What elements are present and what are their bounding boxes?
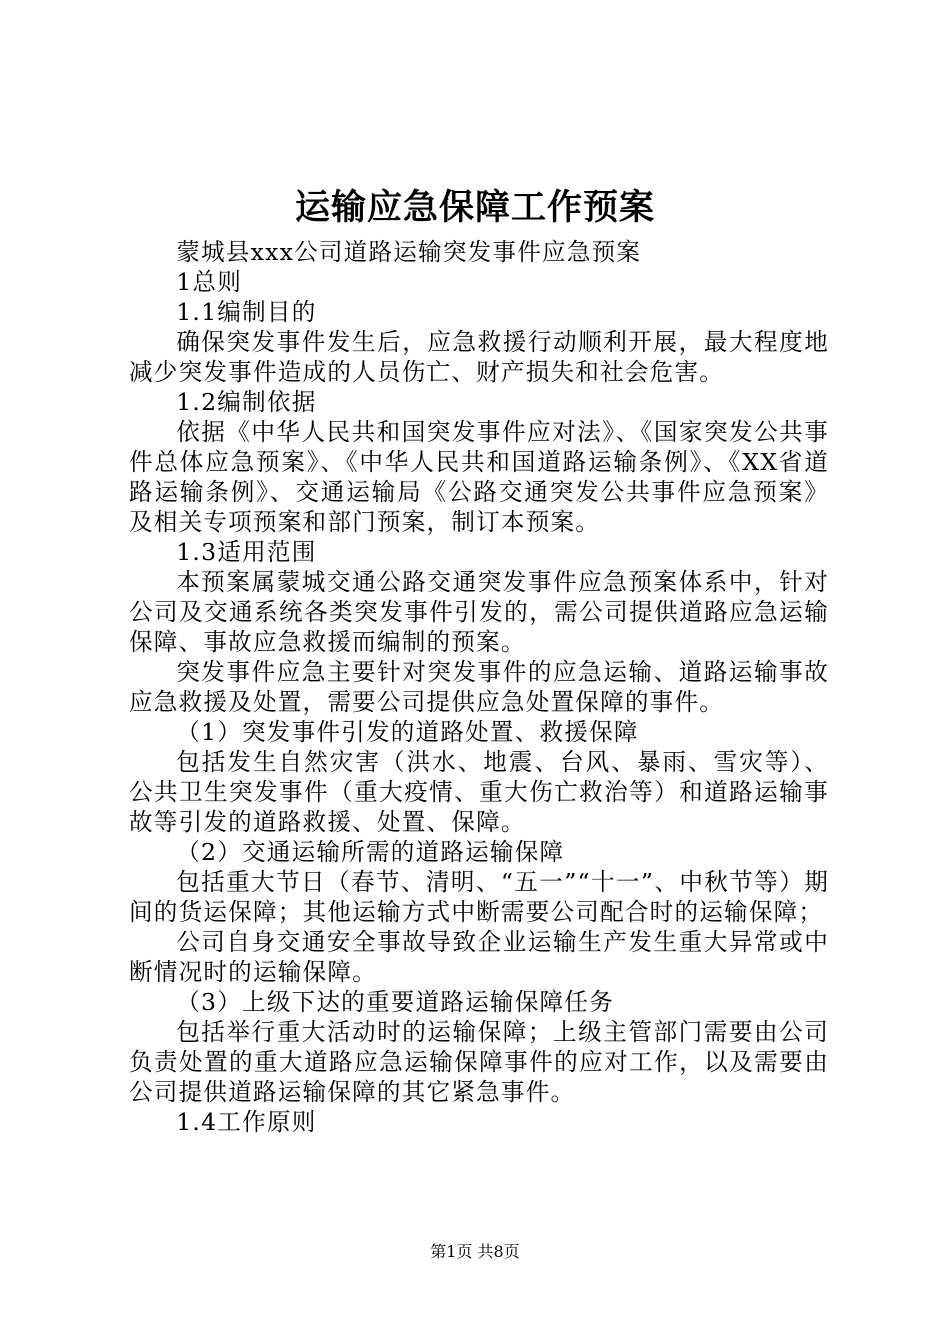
section-heading: 1.1编制目的 <box>176 298 317 326</box>
page-number-footer: 第1页 共8页 <box>430 1242 520 1261</box>
section-heading: 1.2编制依据 <box>176 388 317 416</box>
body-paragraph: 依据《中华人民共和国突发事件应对法》、《国家突发公共事件总体应急预案》、《中华人民共和国道路运输条例》、《XX省道路运输条例》、交通运输局《公路交通突发公共事件应急预案》及相关专项预案和部门预案，制订本预案。 <box>129 418 829 536</box>
subsection-heading: （3）上级下达的重要道路运输保障任务 <box>176 988 614 1016</box>
document-title: 运输应急保障工作预案 <box>294 187 655 228</box>
body-paragraph: 突发事件应急主要针对突发事件的应急运输、道路运输事故应急救援及处置，需要公司提供应急处置保障的事件。 <box>129 658 829 716</box>
section-heading: 1总则 <box>176 268 242 296</box>
section-heading: 1.3适用范围 <box>176 538 317 566</box>
body-paragraph: 公司自身交通安全事故导致企业运输生产发生重大异常或中断情况时的运输保障。 <box>129 928 829 986</box>
body-paragraph: 本预案属蒙城交通公路交通突发事件应急预案体系中，针对公司及交通系统各类突发事件引发的，需公司提供道路应急运输保障、事故应急救援而编制的预案。 <box>129 568 829 656</box>
body-paragraph: 包括发生自然灾害（洪水、地震、台风、暴雨、雪灾等）、公共卫生突发事件（重大疫情、重大伤亡救治等）和道路运输事故等引发的道路救援、处置、保障。 <box>129 748 829 836</box>
body-paragraph: 包括重大节日（春节、清明、“五一”“十一”、中秋节等）期间的货运保障；其他运输方式中断需要公司配合时的运输保障； <box>129 868 829 926</box>
document-body <box>129 237 829 1137</box>
subtitle-paragraph: 蒙城县xxx公司道路运输突发事件应急预案 <box>176 238 642 266</box>
body-paragraph: 包括举行重大活动时的运输保障；上级主管部门需要由公司负责处置的重大道路应急运输保障事件的应对工作，以及需要由公司提供道路运输保障的其它紧急事件。 <box>129 1018 829 1106</box>
section-heading: 1.4工作原则 <box>176 1108 317 1136</box>
subsection-heading: （1）突发事件引发的道路处置、救援保障 <box>176 718 639 746</box>
subsection-heading: （2）交通运输所需的道路运输保障 <box>176 838 565 866</box>
body-paragraph: 确保突发事件发生后，应急救援行动顺利开展，最大程度地减少突发事件造成的人员伤亡、财产损失和社会危害。 <box>129 328 829 386</box>
